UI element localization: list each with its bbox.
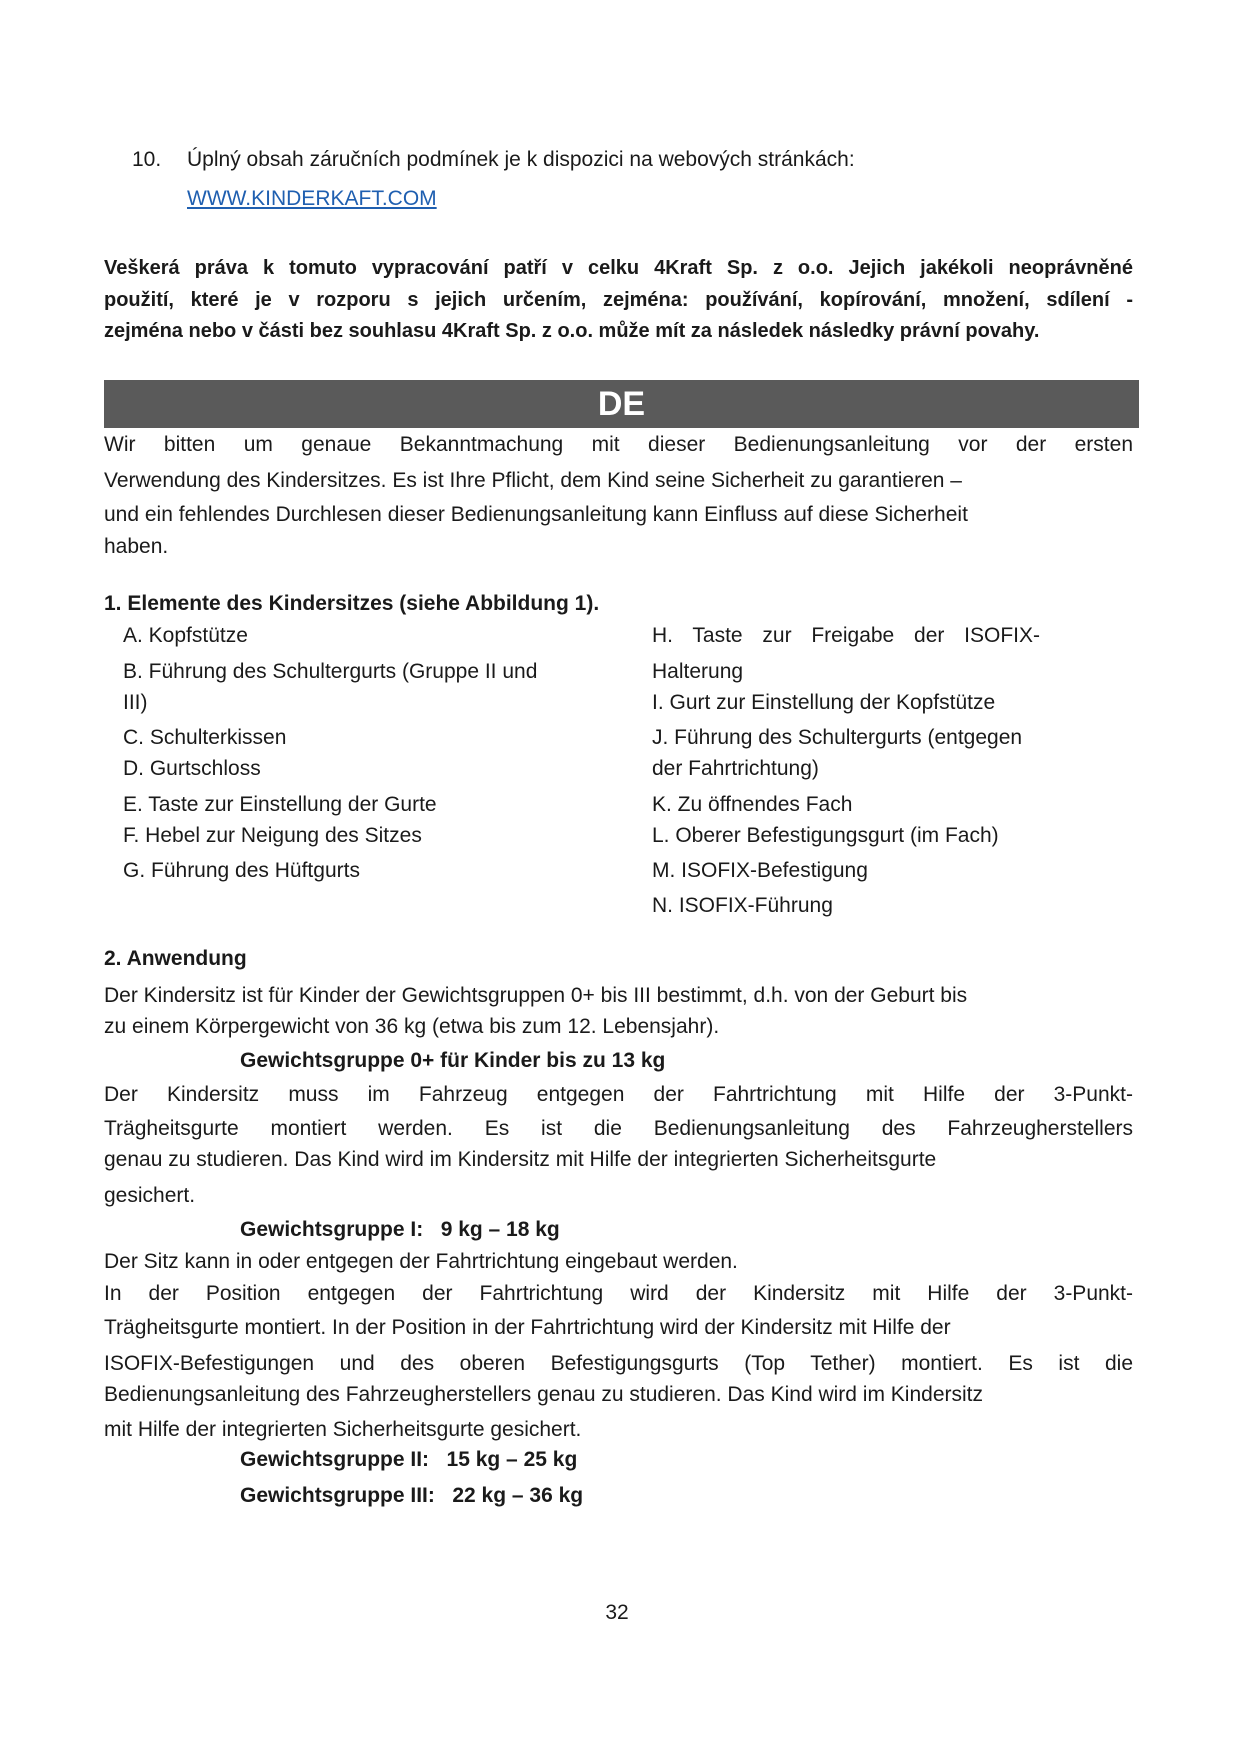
element-item: L. Oberer Befestigungsgurt (im Fach)	[652, 824, 999, 847]
language-section-header: DE	[104, 380, 1139, 428]
element-item: der Fahrtrichtung)	[652, 757, 819, 780]
usage-line: genau zu studieren. Das Kind wird im Kindersitz mit Hilfe der integrierten Sicherheitsgurte	[104, 1148, 937, 1171]
rights-line: Veškerá práva k tomuto vypracování patří v celku 4Kraft Sp. z o.o. Jejich jakékoli neoprávněné	[104, 257, 1133, 279]
element-item: M. ISOFIX-Befestigung	[652, 859, 868, 882]
usage-line: Trägheitsgurte montiert werden. Es ist die Bedienungsanleitung des Fahrzeugherstellers	[104, 1117, 1133, 1140]
element-item: Halterung	[652, 660, 744, 683]
weight-group-heading: Gewichtsgruppe III: 22 kg – 36 kg	[240, 1484, 584, 1507]
usage-line: zu einem Körpergewicht von 36 kg (etwa bis zum 12. Lebensjahr).	[104, 1015, 720, 1038]
website-link[interactable]: WWW.KINDERKAFT.COM	[187, 187, 437, 210]
element-item: A. Kopfstütze	[123, 624, 248, 647]
intro-line: Verwendung des Kindersitzes. Es ist Ihre Pflicht, dem Kind seine Sicherheit zu garantieren –	[104, 469, 962, 492]
element-item: J. Führung des Schultergurts (entgegen	[652, 726, 1023, 749]
weight-group-heading: Gewichtsgruppe I: 9 kg – 18 kg	[240, 1218, 560, 1241]
element-item: N. ISOFIX-Führung	[652, 894, 833, 917]
intro-line: und ein fehlendes Durchlesen dieser Bedienungsanleitung kann Einfluss auf diese Sicherheit	[104, 503, 968, 526]
list-number: 10.	[132, 148, 162, 171]
element-item: B. Führung des Schultergurts (Gruppe II und	[123, 660, 538, 683]
warranty-text: Úplný obsah záručních podmínek je k dispozici na webových stránkách:	[187, 148, 855, 171]
usage-line: gesichert.	[104, 1184, 196, 1207]
intro-line: haben.	[104, 535, 169, 558]
intro-line: Wir bitten um genaue Bekanntmachung mit dieser Bedienungsanleitung vor der ersten	[104, 433, 1133, 456]
section-heading: 1. Elemente des Kindersitzes (siehe Abbildung 1).	[104, 592, 600, 615]
usage-line: In der Position entgegen der Fahrtrichtung wird der Kindersitz mit Hilfe der 3-Punkt-	[104, 1282, 1133, 1305]
element-item: G. Führung des Hüftgurts	[123, 859, 360, 882]
usage-line: Der Kindersitz ist für Kinder der Gewichtsgruppen 0+ bis III bestimmt, d.h. von der Geburt bis	[104, 984, 968, 1007]
rights-line: zejména nebo v části bez souhlasu 4Kraft Sp. z o.o. může mít za následek následky právní povahy.	[104, 320, 1040, 342]
usage-line: Der Kindersitz muss im Fahrzeug entgegen der Fahrtrichtung mit Hilfe der 3-Punkt-	[104, 1083, 1133, 1106]
element-item: E. Taste zur Einstellung der Gurte	[123, 793, 437, 816]
usage-line: Trägheitsgurte montiert. In der Position in der Fahrtrichtung wird der Kindersitz mit Hilfe der	[104, 1316, 951, 1339]
element-item: III)	[123, 691, 148, 714]
element-item: H. Taste zur Freigabe der ISOFIX-	[652, 624, 1040, 647]
weight-group-heading: Gewichtsgruppe 0+ für Kinder bis zu 13 kg	[240, 1049, 666, 1072]
usage-line: mit Hilfe der integrierten Sicherheitsgurte gesichert.	[104, 1418, 582, 1441]
element-item: D. Gurtschloss	[123, 757, 261, 780]
usage-line: Bedienungsanleitung des Fahrzeugherstellers genau zu studieren. Das Kind wird im Kindersitz	[104, 1383, 983, 1406]
section-heading: 2. Anwendung	[104, 947, 247, 970]
page-number: 32	[605, 1601, 629, 1624]
weight-group-heading: Gewichtsgruppe II: 15 kg – 25 kg	[240, 1448, 578, 1471]
element-item: F. Hebel zur Neigung des Sitzes	[123, 824, 422, 847]
usage-line: Der Sitz kann in oder entgegen der Fahrtrichtung eingebaut werden.	[104, 1250, 738, 1273]
usage-line: ISOFIX-Befestigungen und des oberen Befestigungsgurts (Top Tether) montiert. Es ist die	[104, 1352, 1133, 1375]
rights-line: použití, které je v rozporu s jejich určením, zejména: používání, kopírování, množení, sdílení -	[104, 289, 1133, 311]
element-item: C. Schulterkissen	[123, 726, 287, 749]
element-item: K. Zu öffnendes Fach	[652, 793, 853, 816]
element-item: I. Gurt zur Einstellung der Kopfstütze	[652, 691, 996, 714]
